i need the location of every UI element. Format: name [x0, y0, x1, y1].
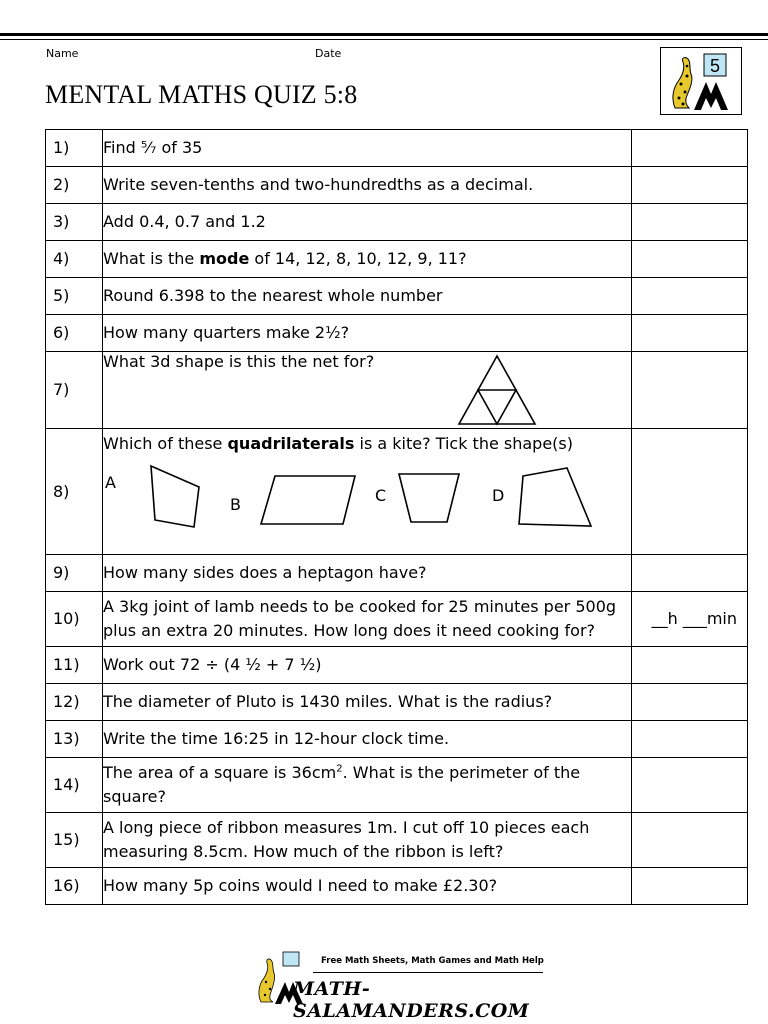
top-rule-thick: [0, 33, 768, 36]
question-number: 3): [46, 204, 103, 241]
question-row: [46, 352, 748, 429]
question-number: 9): [46, 555, 103, 592]
question-text: How many quarters make 2½?: [103, 315, 632, 352]
answer-cell[interactable]: [632, 241, 748, 278]
question-text: Find ⁵⁄₇ of 35: [103, 130, 632, 167]
question-text: [103, 241, 632, 278]
question-text-line: plus an extra 20 minutes. How long does it need cooking for?: [103, 621, 596, 640]
question-text-line: square?: [103, 787, 166, 806]
date-label: Date: [315, 47, 342, 60]
question-row: [46, 241, 748, 278]
question-text: Work out 72 ÷ (4 ½ + 7 ½): [103, 647, 632, 684]
question-text-part: . What is the perimeter of the: [342, 763, 581, 782]
question-text: What 3d shape is this the net for?: [103, 352, 375, 371]
answer-cell[interactable]: [632, 868, 748, 905]
answer-cell[interactable]: [632, 647, 748, 684]
question-row: [46, 315, 748, 352]
question-text: [103, 432, 573, 456]
minutes-blank[interactable]: ___: [677, 609, 707, 628]
shape-a[interactable]: [151, 466, 199, 527]
question-number: 6): [46, 315, 103, 352]
question-row: [46, 592, 748, 647]
answer-cell[interactable]: [632, 130, 748, 167]
answer-cell[interactable]: [632, 167, 748, 204]
hours-unit: h: [667, 609, 678, 628]
answer-cell[interactable]: [632, 758, 748, 813]
quiz-table: [45, 129, 748, 905]
answer-cell[interactable]: [632, 315, 748, 352]
minutes-unit: min: [706, 609, 737, 628]
question-number: 13): [46, 721, 103, 758]
logo-grade-number: 5: [709, 56, 721, 76]
answer-cell[interactable]: [632, 429, 748, 555]
footer-branding: [249, 948, 549, 1022]
question-row: [46, 868, 748, 905]
question-number: 5): [46, 278, 103, 315]
shape-c[interactable]: [399, 474, 459, 522]
question-number: 16): [46, 868, 103, 905]
question-row: [46, 204, 748, 241]
tetrahedron-net-figure: [452, 354, 542, 426]
top-rule-thin: [0, 39, 768, 40]
question-number: 1): [46, 130, 103, 167]
salamander-logo: [660, 47, 742, 115]
quadrilateral-shapes: [103, 460, 623, 530]
footer-tagline: Free Math Sheets, Math Games and Math Help: [321, 956, 544, 966]
question-row: [46, 555, 748, 592]
question-text-part: What is the: [103, 249, 200, 268]
answer-cell[interactable]: [632, 684, 748, 721]
question-number: 4): [46, 241, 103, 278]
question-text-line: A 3kg joint of lamb needs to be cooked for 25 minutes per 500g: [103, 597, 617, 616]
question-row: [46, 721, 748, 758]
name-label: Name: [46, 47, 79, 60]
question-row: [46, 429, 748, 555]
question-number: 12): [46, 684, 103, 721]
question-number: 11): [46, 647, 103, 684]
shape-b[interactable]: [261, 476, 355, 524]
question-number: 7): [46, 352, 103, 429]
answer-cell[interactable]: [632, 352, 748, 429]
shape-label-b: B: [230, 494, 241, 514]
question-text-part: of 14, 12, 8, 10, 12, 9, 11?: [249, 249, 467, 268]
question-number: 15): [46, 813, 103, 868]
question-row: [46, 130, 748, 167]
page-title: MENTAL MATHS QUIZ 5:8: [45, 80, 358, 109]
shape-label-a: A: [105, 472, 116, 492]
question-text: Write the time 16:25 in 12-hour clock time.: [103, 721, 632, 758]
footer-divider: [313, 972, 543, 973]
shape-label-c: C: [375, 485, 387, 505]
superscript: 2: [336, 763, 343, 775]
answer-cell[interactable]: [632, 721, 748, 758]
question-text-line: [103, 761, 631, 785]
question-number: 14): [46, 758, 103, 813]
answer-cell[interactable]: [632, 813, 748, 868]
question-text: The diameter of Pluto is 1430 miles. What is the radius?: [103, 684, 632, 721]
question-row: [46, 758, 748, 813]
answer-cell[interactable]: [632, 278, 748, 315]
hours-blank[interactable]: __: [651, 609, 668, 628]
question-text-part: Which of these: [103, 433, 228, 453]
shape-label-d: D: [492, 485, 505, 505]
footer-brand-name: MATH-SALAMANDERS.COM: [293, 978, 530, 1022]
question-row: [46, 278, 748, 315]
question-text-line: A long piece of ribbon measures 1m. I cut off 10 pieces each: [103, 818, 590, 837]
question-row: [46, 813, 748, 868]
question-number: 10): [46, 592, 103, 647]
answer-cell-hours-minutes[interactable]: [632, 592, 748, 647]
question-row: [46, 684, 748, 721]
question-row: [46, 647, 748, 684]
question-text: Write seven-tenths and two-hundredths as a decimal.: [103, 167, 632, 204]
question-row: [46, 167, 748, 204]
answer-cell[interactable]: [632, 204, 748, 241]
question-number: 8): [46, 429, 103, 555]
question-text: Add 0.4, 0.7 and 1.2: [103, 204, 632, 241]
question-number: 2): [46, 167, 103, 204]
question-text-part: The area of a square is 36cm: [103, 763, 337, 782]
shape-d[interactable]: [519, 468, 591, 526]
question-text: How many 5p coins would I need to make £2.30?: [103, 868, 632, 905]
question-text: Round 6.398 to the nearest whole number: [103, 278, 632, 315]
question-keyword: mode: [199, 249, 250, 268]
question-text: How many sides does a heptagon have?: [103, 555, 632, 592]
question-keyword: quadrilaterals: [227, 433, 355, 453]
question-text-line: measuring 8.5cm. How much of the ribbon is left?: [103, 842, 504, 861]
answer-cell[interactable]: [632, 555, 748, 592]
question-text-part: is a kite? Tick the shape(s): [354, 433, 573, 453]
